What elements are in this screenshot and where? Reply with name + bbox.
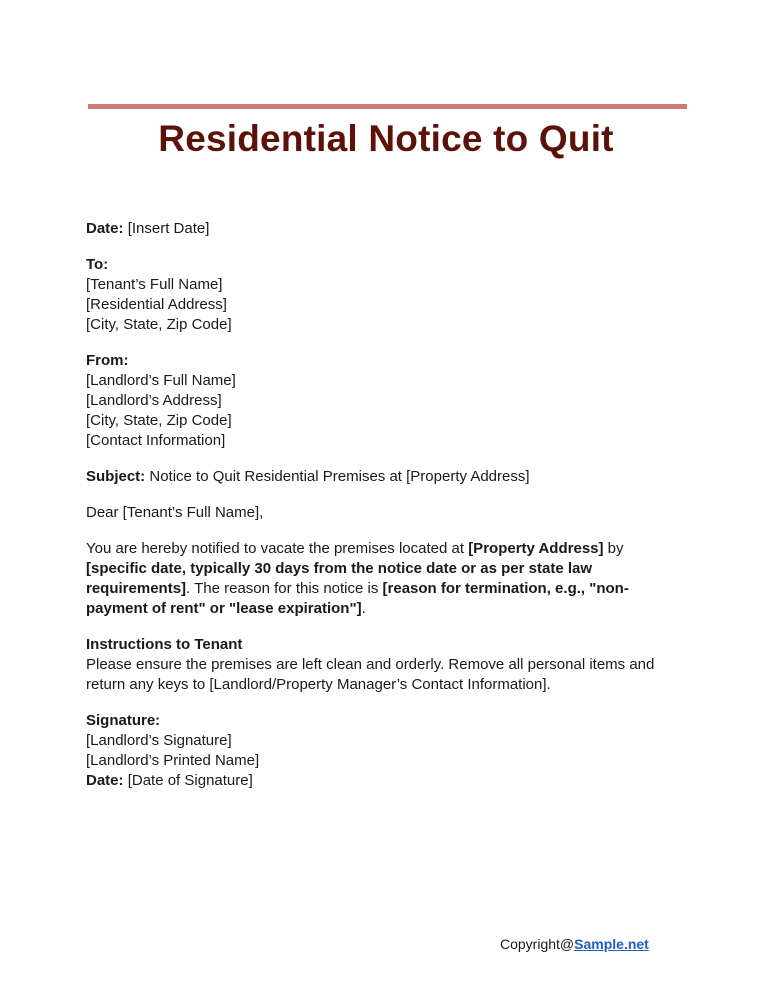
document-title: Residential Notice to Quit — [158, 118, 614, 159]
document-body — [86, 219, 686, 807]
salutation: Dear [Tenant’s Full Name], — [86, 504, 264, 521]
to-block — [86, 255, 686, 335]
body-text: . — [361, 600, 366, 617]
property-address-placeholder: [Property Address] — [468, 540, 604, 557]
to-line: [Residential Address] — [86, 296, 227, 313]
signature-line: [Landlord’s Printed Name] — [86, 752, 260, 769]
body-text: . The reason for this notice is — [186, 580, 383, 597]
sample-net-link[interactable]: Sample.net — [574, 936, 649, 952]
from-block — [86, 351, 686, 451]
vacate-date-placeholder: [specific date, typically 30 days from the notice date or as per state law requirements] — [86, 560, 593, 597]
signature-label: Signature: — [86, 712, 161, 729]
instructions-block — [86, 635, 686, 695]
body-text: by — [603, 540, 624, 557]
to-line: [City, State, Zip Code] — [86, 316, 232, 333]
signature-line: [Landlord’s Signature] — [86, 732, 232, 749]
subject-block — [86, 467, 686, 487]
instructions-heading: Instructions to Tenant — [86, 636, 243, 653]
copyright-text: Copyright@ — [500, 936, 575, 952]
to-line: [Tenant’s Full Name] — [86, 276, 223, 293]
footer — [500, 936, 649, 952]
termination-reason-placeholder: [reason for termination, e.g., "non-payment of rent" or "lease expiration"] — [86, 580, 629, 617]
from-label: From: — [86, 352, 129, 369]
signature-date-value: [Date of Signature] — [127, 772, 253, 789]
subject-label: Subject: — [86, 468, 146, 485]
to-label: To: — [86, 256, 109, 273]
signature-block — [86, 711, 686, 791]
subject-value: Notice to Quit Residential Premises at [Property Address] — [149, 468, 530, 485]
from-line: [Landlord’s Address] — [86, 392, 222, 409]
header-rule — [88, 104, 687, 109]
date-label: Date: — [86, 220, 124, 237]
date-value: [Insert Date] — [127, 220, 210, 237]
from-line: [Contact Information] — [86, 432, 226, 449]
from-line: [City, State, Zip Code] — [86, 412, 232, 429]
signature-date-label: Date: — [86, 772, 124, 789]
body-text: You are hereby notified to vacate the premises located at — [86, 540, 469, 557]
date-block — [86, 219, 686, 239]
notice-paragraph — [86, 539, 686, 619]
from-line: [Landlord’s Full Name] — [86, 372, 236, 389]
instructions-text: Please ensure the premises are left clean and orderly. Remove all personal items and return any keys to [Landlord/Property Manager’s Contact Information]. — [86, 656, 655, 693]
